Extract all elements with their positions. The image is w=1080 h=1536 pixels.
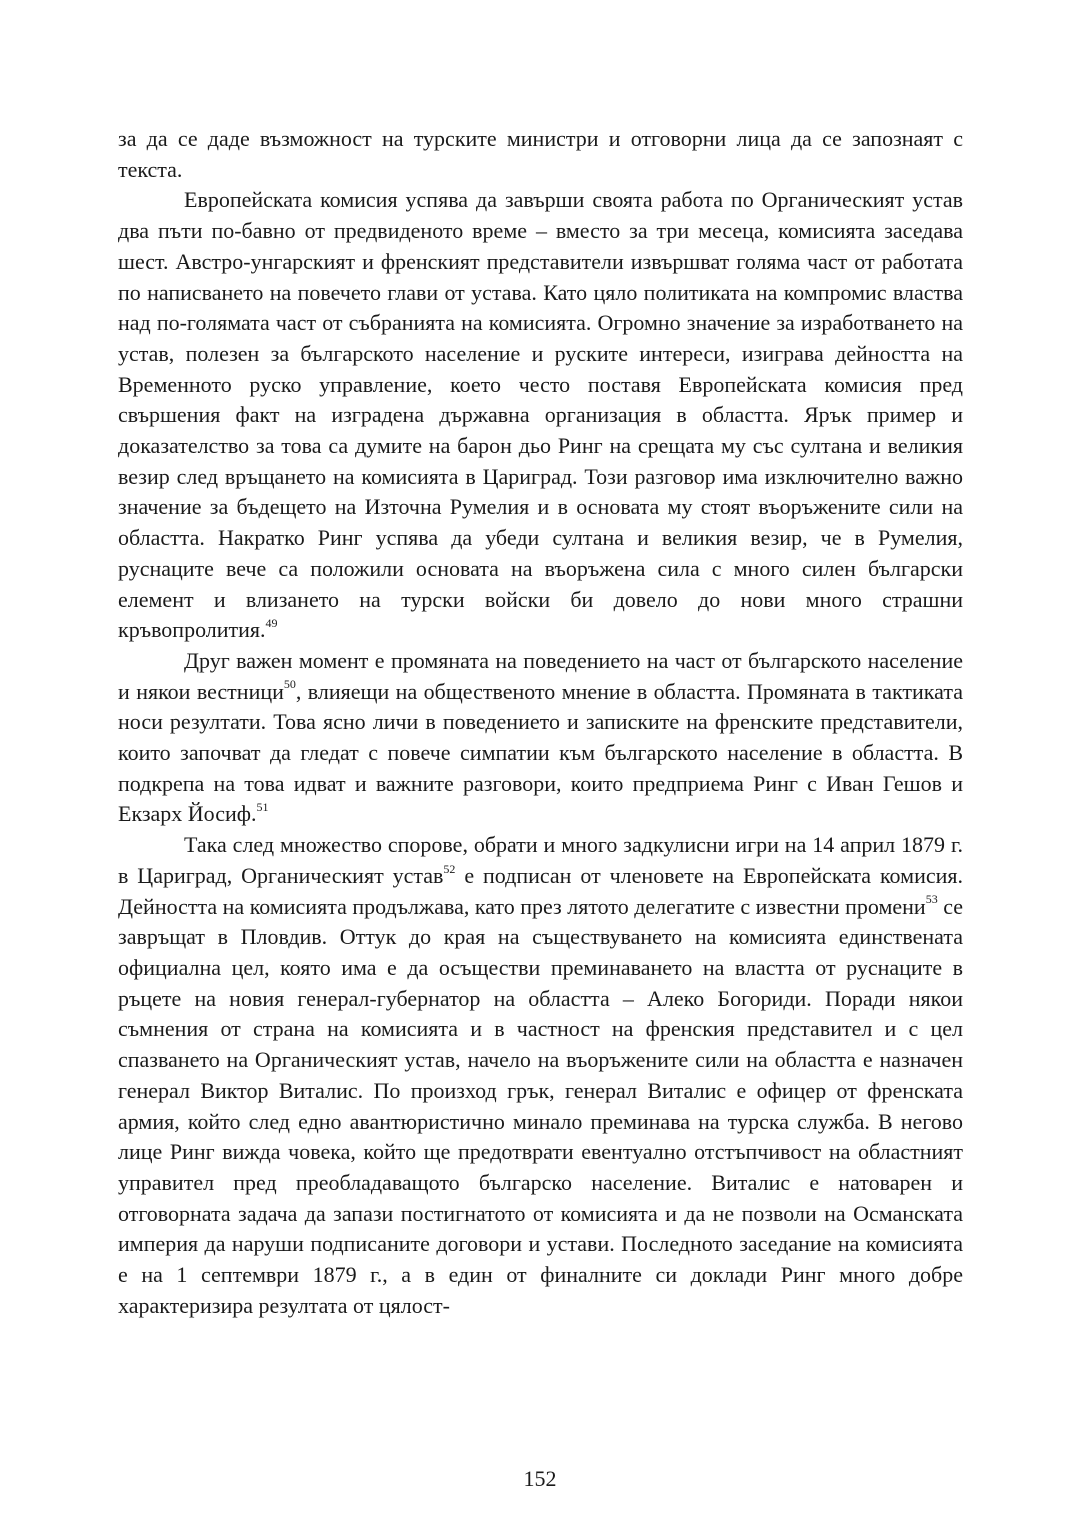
page-number: 152	[523, 1466, 557, 1491]
footnote-ref-53: 53	[925, 892, 938, 907]
paragraph-3-text-1: Друг важен момент е промяната на поведението на част от българското население и някои вестници	[118, 647, 963, 704]
paragraph-3-text-2: , влияещи на общественото мнение в областта. Промяната в тактиката носи резултати. Това ясно личи в поведението и записките на френските представители, които започват да гледат с повече симпатии към българското население в областта. В подкрепа на това идват и важните разговори, които предприема Ринг с Иван Гешов и Екзарх Йосиф.	[118, 678, 963, 827]
paragraph-3	[118, 646, 963, 830]
footnote-ref-52: 52	[443, 861, 456, 876]
paragraph-4-text-1: Така след множество спорове, обрати и много задкулисни игри на 14 април 1879 г. в Цариград, Органическият устав	[118, 832, 963, 888]
body-text	[118, 124, 963, 1321]
paragraph-1	[118, 124, 963, 185]
paragraph-4	[118, 830, 963, 1321]
paragraph-1-text-1: за да се даде възможност на турските министри и отговорни лица да се запознаят с текста.	[118, 126, 963, 182]
footnote-ref-50: 50	[283, 677, 296, 692]
paragraph-2	[118, 185, 963, 646]
paragraph-2-text-1: Европейската комисия успява да завърши своята работа по Органическият устав два пъти по-бавно от предвиденото време – вместо за три месеца, комисията заседава шест. Австро-унгарският и френският представители извършват голяма част от работата по написването на повечето глави от устава. Като цяло политиката на компромис властва над по-голямата част от събранията на комисията. Огромно значение за изработването на устав, полезен за българското население и руските интереси, изиграва дейността на Временното руско управление, което често поставя Европейската комисия пред свършения факт на изградена държавна организация в областта. Ярък пример и доказателство за това са думите на барон дьо Ринг на срещата му със султана и великия везир след връщането на комисията в Цариград. Този разговор има изключително важно значение за бъдещето на Източна Румелия и в основата му стоят въоръжените сили на областта. Накратко Ринг успява да убеди султана и великия везир, че в Румелия, руснаците вече са положили основата на въоръжена сила с много силен български елемент и влизането на турски войски би довело до нови много страшни кръвопролития.	[118, 187, 963, 643]
paragraph-4-text-2: е подписан от членовете на Европейската комисия. Дейността на комисията продължава, като през лятото делегатите с известни промени	[118, 862, 963, 919]
footnote-ref-51: 51	[256, 800, 269, 815]
footnote-ref-49: 49	[265, 615, 278, 630]
paragraph-4-text-3: се завръщат в Пловдив. Оттук до края на съществуването на комисията единствената официална цел, която има е да осъществи преминаването на властта от руснаците в ръцете на новия генерал-губернатор на областта – Алеко Богориди. Поради някои съмнения от страна на комисията и в частност на френския представител и с цел спазването на Органическият устав, начело на въоръжените сили на областта е назначен генерал Виктор Виталис. По произход грък, генерал Виталис е офицер от френската армия, който след едно авантюристично минало преминава на турска служба. В негово лице Ринг вижда човека, който ще предотврати евентуално отстъпчивост на областният управител пред преобладаващото българско население. Виталис е натоварен и отговорната задача да запази постигнатото от комисията и да не позволи на Османската империя да наруши подписаните договори и устави. Последното заседание на комисията е на 1 септември 1879 г., а в един от финалните си доклади Ринг много добре характеризира резултата от цялост-	[118, 893, 964, 1318]
